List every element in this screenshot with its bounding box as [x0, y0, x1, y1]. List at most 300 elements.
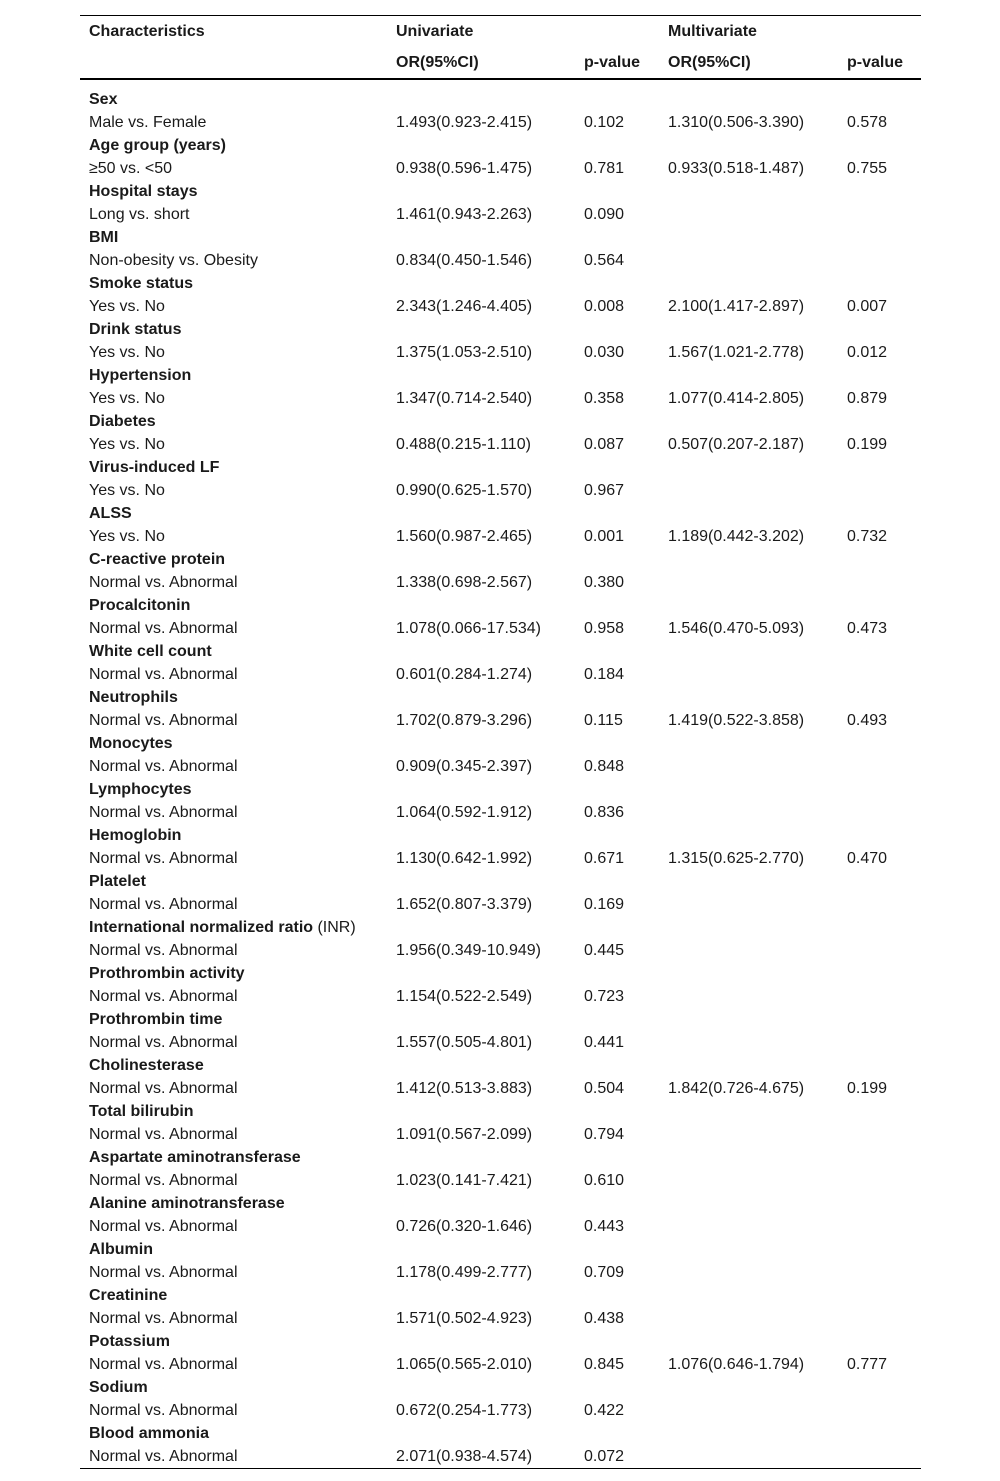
empty-cell: [838, 1054, 921, 1077]
multivariate-p-value: [838, 1031, 921, 1054]
comparison-label: Yes vs. No: [89, 436, 165, 453]
category-label: [80, 1100, 387, 1123]
category-label: [80, 778, 387, 801]
multivariate-or-value: 2.100(1.417-2.897): [668, 298, 805, 315]
category-row: [80, 962, 921, 985]
univariate-or-header: OR(95%CI): [396, 54, 479, 71]
empty-cell: [838, 1100, 921, 1123]
empty-cell: [387, 410, 575, 433]
category-name: Hypertension: [89, 367, 192, 384]
empty-cell: [575, 1054, 659, 1077]
empty-cell: [575, 1008, 659, 1031]
empty-cell: [659, 824, 838, 847]
category-label: [80, 1008, 387, 1031]
empty-cell: [659, 180, 838, 203]
empty-cell: [838, 686, 921, 709]
univariate-p-value: 0.184: [584, 666, 625, 683]
empty-cell: [659, 318, 838, 341]
empty-cell: [387, 962, 575, 985]
category-name: Creatinine: [89, 1287, 168, 1304]
table-row: [80, 387, 921, 410]
univariate-or-value: 1.338(0.698-2.567): [396, 574, 533, 591]
multivariate-or-value: [659, 571, 838, 594]
empty-cell: [838, 870, 921, 893]
empty-cell: [838, 318, 921, 341]
empty-cell: [575, 640, 659, 663]
table-row: [80, 1215, 921, 1238]
category-name: BMI: [89, 229, 119, 246]
multivariate-p-value: [838, 1123, 921, 1146]
comparison-label: Normal vs. Abnormal: [89, 1356, 238, 1373]
univariate-p-value: 0.845: [584, 1356, 625, 1373]
empty-cell: [659, 410, 838, 433]
multivariate-or-value: [659, 1399, 838, 1422]
category-name: Diabetes: [89, 413, 156, 430]
category-row: [80, 226, 921, 249]
category-row: [80, 732, 921, 755]
table-row: [80, 1399, 921, 1422]
univariate-or-value: 1.154(0.522-2.549): [396, 988, 533, 1005]
empty-cell: [838, 1238, 921, 1261]
category-label: [80, 410, 387, 433]
table-row: [80, 1353, 921, 1376]
table-row: [80, 479, 921, 502]
empty-cell: [838, 1284, 921, 1307]
category-row: [80, 1376, 921, 1399]
empty-cell: [575, 410, 659, 433]
spacer-cell: [838, 79, 921, 88]
empty-cell: [838, 272, 921, 295]
empty-cell: [659, 456, 838, 479]
empty-cell: [575, 502, 659, 525]
multivariate-p-value: 0.199: [847, 436, 888, 453]
comparison-label: Normal vs. Abnormal: [89, 620, 238, 637]
empty-cell: [575, 916, 659, 939]
empty-cell: [659, 272, 838, 295]
empty-cell: [387, 1376, 575, 1399]
multivariate-p-value: [838, 479, 921, 502]
empty-cell: [659, 1100, 838, 1123]
empty-cell: [575, 1238, 659, 1261]
empty-cell: [838, 134, 921, 157]
empty-cell: [659, 548, 838, 571]
category-row: [80, 364, 921, 387]
comparison-label: Long vs. short: [89, 206, 190, 223]
category-label: [80, 1146, 387, 1169]
category-row: [80, 1284, 921, 1307]
univariate-p-value: 0.781: [584, 160, 625, 177]
category-row: [80, 1192, 921, 1215]
multivariate-p-value: 0.578: [847, 114, 888, 131]
univariate-p-value: 0.504: [584, 1080, 625, 1097]
empty-cell: [575, 1192, 659, 1215]
empty-cell: [575, 1100, 659, 1123]
univariate-p-value: 0.001: [584, 528, 625, 545]
comparison-label: Non-obesity vs. Obesity: [89, 252, 258, 269]
comparison-label: Normal vs. Abnormal: [89, 942, 238, 959]
table-row: [80, 939, 921, 962]
multivariate-or-value: [659, 893, 838, 916]
comparison-label: Normal vs. Abnormal: [89, 1448, 238, 1465]
empty-cell: [575, 134, 659, 157]
category-label: [80, 732, 387, 755]
multivariate-or-value: [659, 479, 838, 502]
category-label: [80, 1054, 387, 1077]
empty-cell: [659, 1376, 838, 1399]
univariate-p-value: 0.358: [584, 390, 625, 407]
multivariate-p-value: [838, 249, 921, 272]
table-row: [80, 1261, 921, 1284]
table-row: [80, 1445, 921, 1469]
category-row: [80, 686, 921, 709]
table-row: [80, 1169, 921, 1192]
empty-cell: [575, 548, 659, 571]
category-name: Prothrombin time: [89, 1011, 223, 1028]
category-label: [80, 456, 387, 479]
multivariate-or-value: [659, 939, 838, 962]
empty-cell: [575, 226, 659, 249]
spacer-cell: [387, 79, 575, 88]
category-name: Potassium: [89, 1333, 170, 1350]
univariate-or-value: 0.909(0.345-2.397): [396, 758, 533, 775]
category-row: [80, 1100, 921, 1123]
spacer-row: [80, 79, 921, 88]
multivariate-p-value: 0.012: [847, 344, 888, 361]
comparison-label: Yes vs. No: [89, 390, 165, 407]
multivariate-or-value: 1.310(0.506-3.390): [668, 114, 805, 131]
multivariate-or-value: [659, 1261, 838, 1284]
univariate-p-value: 0.836: [584, 804, 625, 821]
univariate-or-value: 1.560(0.987-2.465): [396, 528, 533, 545]
empty-cell: [659, 1008, 838, 1031]
category-name: Virus-induced LF: [89, 459, 220, 476]
category-name: Monocytes: [89, 735, 173, 752]
empty-cell: [838, 962, 921, 985]
empty-cell: [659, 1422, 838, 1445]
category-row: [80, 456, 921, 479]
multivariate-or-value: [659, 1169, 838, 1192]
category-label: [80, 134, 387, 157]
empty-cell: [387, 1284, 575, 1307]
category-name: Albumin: [89, 1241, 153, 1258]
category-name: Procalcitonin: [89, 597, 191, 614]
category-row: [80, 640, 921, 663]
spacer-cell: [575, 79, 659, 88]
comparison-label: Normal vs. Abnormal: [89, 1034, 238, 1051]
category-label: [80, 88, 387, 111]
category-name: Alanine aminotransferase: [89, 1195, 285, 1212]
comparison-label: Normal vs. Abnormal: [89, 1080, 238, 1097]
univariate-p-value: 0.102: [584, 114, 625, 131]
category-name: Cholinesterase: [89, 1057, 204, 1074]
empty-cell: [659, 1330, 838, 1353]
category-row: [80, 870, 921, 893]
category-name: ALSS: [89, 505, 132, 522]
empty-cell: [387, 272, 575, 295]
univariate-or-value: 1.065(0.565-2.010): [396, 1356, 533, 1373]
multivariate-p-value: [838, 1445, 921, 1469]
univariate-p-value: 0.030: [584, 344, 625, 361]
empty-cell: [838, 1376, 921, 1399]
empty-cell: [659, 1284, 838, 1307]
table-row: [80, 1031, 921, 1054]
table-row: [80, 111, 921, 134]
category-name: Sodium: [89, 1379, 148, 1396]
empty-cell: [838, 1146, 921, 1169]
table-row: [80, 157, 921, 180]
comparison-label: Normal vs. Abnormal: [89, 1126, 238, 1143]
empty-cell: [838, 1008, 921, 1031]
empty-cell: [838, 732, 921, 755]
header-row-group: [80, 16, 921, 49]
logistic-regression-table: [80, 15, 921, 1469]
empty-cell: [838, 364, 921, 387]
category-name: Smoke status: [89, 275, 194, 292]
multivariate-or-header: OR(95%CI): [668, 54, 751, 71]
table-row: [80, 571, 921, 594]
spacer-cell: [80, 79, 387, 88]
empty-cell: [387, 916, 575, 939]
category-row: [80, 1330, 921, 1353]
category-name: Sex: [89, 91, 118, 108]
multivariate-p-value: [838, 663, 921, 686]
empty-cell: [575, 686, 659, 709]
category-row: [80, 272, 921, 295]
header-blank: [838, 16, 921, 49]
multivariate-p-value: [838, 571, 921, 594]
empty-cell: [575, 88, 659, 111]
category-name: Hospital stays: [89, 183, 198, 200]
empty-cell: [575, 364, 659, 387]
univariate-p-value: 0.090: [584, 206, 625, 223]
multivariate-or-value: [659, 801, 838, 824]
empty-cell: [387, 1054, 575, 1077]
table-header: [80, 16, 921, 80]
multivariate-p-value: [838, 893, 921, 916]
multivariate-p-value: 0.755: [847, 160, 888, 177]
multivariate-or-value: 1.419(0.522-3.858): [668, 712, 805, 729]
category-row: [80, 594, 921, 617]
empty-cell: [387, 1008, 575, 1031]
multivariate-p-value: 0.493: [847, 712, 888, 729]
empty-cell: [659, 134, 838, 157]
multivariate-p-value: 0.777: [847, 1356, 888, 1373]
comparison-label: Normal vs. Abnormal: [89, 712, 238, 729]
empty-cell: [575, 732, 659, 755]
category-row: [80, 502, 921, 525]
empty-cell: [575, 870, 659, 893]
category-label: [80, 364, 387, 387]
empty-cell: [838, 640, 921, 663]
empty-cell: [575, 456, 659, 479]
multivariate-or-value: [659, 985, 838, 1008]
empty-cell: [659, 1192, 838, 1215]
empty-cell: [387, 318, 575, 341]
category-label: [80, 594, 387, 617]
empty-cell: [387, 640, 575, 663]
category-name: Prothrombin activity: [89, 965, 245, 982]
empty-cell: [838, 1422, 921, 1445]
empty-cell: [575, 962, 659, 985]
category-row: [80, 1146, 921, 1169]
univariate-or-value: 1.178(0.499-2.777): [396, 1264, 533, 1281]
empty-cell: [659, 1238, 838, 1261]
comparison-label: Normal vs. Abnormal: [89, 850, 238, 867]
comparison-label: Normal vs. Abnormal: [89, 1310, 238, 1327]
comparison-label: Normal vs. Abnormal: [89, 758, 238, 775]
univariate-p-value: 0.443: [584, 1218, 625, 1235]
empty-cell: [387, 1330, 575, 1353]
multivariate-or-value: 0.933(0.518-1.487): [668, 160, 805, 177]
univariate-or-value: 1.375(1.053-2.510): [396, 344, 533, 361]
table-body: [80, 79, 921, 1469]
empty-cell: [387, 824, 575, 847]
univariate-p-value: 0.958: [584, 620, 625, 637]
univariate-p-value: 0.564: [584, 252, 625, 269]
table-row: [80, 663, 921, 686]
table-row: [80, 709, 921, 732]
multivariate-p-value: [838, 985, 921, 1008]
multivariate-p-value: [838, 1307, 921, 1330]
empty-cell: [838, 1330, 921, 1353]
multivariate-p-value: [838, 1169, 921, 1192]
univariate-or-value: 2.343(1.246-4.405): [396, 298, 533, 315]
univariate-p-value: 0.445: [584, 942, 625, 959]
characteristics-header: Characteristics: [89, 23, 205, 40]
empty-cell: [659, 1054, 838, 1077]
univariate-p-value: 0.072: [584, 1448, 625, 1465]
univariate-or-value: 1.461(0.943-2.263): [396, 206, 533, 223]
empty-cell: [575, 1422, 659, 1445]
category-row: [80, 1054, 921, 1077]
multivariate-p-value: 0.470: [847, 850, 888, 867]
empty-cell: [575, 318, 659, 341]
univariate-or-value: 1.702(0.879-3.296): [396, 712, 533, 729]
multivariate-p-header: p-value: [847, 54, 904, 71]
category-name: Aspartate aminotransferase: [89, 1149, 301, 1166]
univariate-p-value: 0.848: [584, 758, 625, 775]
multivariate-or-value: [659, 663, 838, 686]
multivariate-p-value: [838, 1261, 921, 1284]
empty-cell: [659, 686, 838, 709]
category-name: International normalized ratio: [89, 919, 314, 936]
spacer-cell: [659, 79, 838, 88]
category-label: [80, 1238, 387, 1261]
multivariate-p-value: [838, 1215, 921, 1238]
category-name: Platelet: [89, 873, 146, 890]
empty-cell: [659, 594, 838, 617]
multivariate-p-value: [838, 755, 921, 778]
univariate-p-value: 0.380: [584, 574, 625, 591]
empty-cell: [575, 778, 659, 801]
univariate-or-value: 1.956(0.349-10.949): [396, 942, 541, 959]
category-label: [80, 1284, 387, 1307]
category-name: Total bilirubin: [89, 1103, 194, 1120]
comparison-label: Normal vs. Abnormal: [89, 988, 238, 1005]
category-label: [80, 272, 387, 295]
univariate-p-value: 0.008: [584, 298, 625, 315]
category-row: [80, 134, 921, 157]
multivariate-p-value: [838, 801, 921, 824]
comparison-label: Yes vs. No: [89, 344, 165, 361]
empty-cell: [387, 686, 575, 709]
category-label: [80, 916, 387, 939]
category-label: [80, 640, 387, 663]
comparison-label: Normal vs. Abnormal: [89, 574, 238, 591]
multivariate-p-value: 0.473: [847, 620, 888, 637]
category-label: [80, 548, 387, 571]
table-row: [80, 203, 921, 226]
univariate-or-value: 0.938(0.596-1.475): [396, 160, 533, 177]
empty-cell: [838, 594, 921, 617]
category-label: [80, 824, 387, 847]
comparison-label: Normal vs. Abnormal: [89, 896, 238, 913]
comparison-label: Normal vs. Abnormal: [89, 1172, 238, 1189]
univariate-p-value: 0.438: [584, 1310, 625, 1327]
empty-cell: [838, 778, 921, 801]
empty-cell: [838, 824, 921, 847]
empty-cell: [387, 456, 575, 479]
univariate-p-value: 0.115: [584, 712, 623, 729]
header-blank: [575, 16, 659, 49]
category-name: Neutrophils: [89, 689, 178, 706]
univariate-or-value: 1.023(0.141-7.421): [396, 1172, 533, 1189]
empty-cell: [387, 1192, 575, 1215]
multivariate-or-value: [659, 1123, 838, 1146]
category-name: White cell count: [89, 643, 212, 660]
comparison-label: Male vs. Female: [89, 114, 207, 131]
multivariate-or-value: 1.077(0.414-2.805): [668, 390, 805, 407]
multivariate-or-value: 1.567(1.021-2.778): [668, 344, 805, 361]
table-row: [80, 847, 921, 870]
univariate-p-value: 0.709: [584, 1264, 625, 1281]
multivariate-or-value: 1.189(0.442-3.202): [668, 528, 805, 545]
univariate-p-value: 0.087: [584, 436, 625, 453]
category-name: Blood ammonia: [89, 1425, 210, 1442]
empty-cell: [387, 1238, 575, 1261]
multivariate-or-value: [659, 203, 838, 226]
category-label: [80, 1376, 387, 1399]
multivariate-or-value: 1.076(0.646-1.794): [668, 1356, 805, 1373]
comparison-label: Normal vs. Abnormal: [89, 666, 238, 683]
empty-cell: [387, 1422, 575, 1445]
category-row: [80, 916, 921, 939]
category-label: [80, 502, 387, 525]
header-row-columns: [80, 48, 921, 79]
univariate-or-value: 1.064(0.592-1.912): [396, 804, 533, 821]
univariate-or-value: 0.726(0.320-1.646): [396, 1218, 533, 1235]
univariate-header: Univariate: [396, 23, 474, 40]
multivariate-or-value: 1.315(0.625-2.770): [668, 850, 805, 867]
table-row: [80, 893, 921, 916]
category-row: [80, 318, 921, 341]
table-row: [80, 249, 921, 272]
empty-cell: [387, 180, 575, 203]
empty-cell: [575, 1146, 659, 1169]
univariate-or-value: 1.557(0.505-4.801): [396, 1034, 533, 1051]
category-row: [80, 548, 921, 571]
table-row: [80, 1123, 921, 1146]
univariate-or-value: 1.652(0.807-3.379): [396, 896, 533, 913]
univariate-p-value: 0.671: [584, 850, 625, 867]
category-name: Lymphocytes: [89, 781, 192, 798]
empty-cell: [387, 1100, 575, 1123]
multivariate-or-value: [659, 1215, 838, 1238]
category-label: [80, 870, 387, 893]
empty-cell: [387, 502, 575, 525]
category-row: [80, 88, 921, 111]
comparison-label: Yes vs. No: [89, 482, 165, 499]
